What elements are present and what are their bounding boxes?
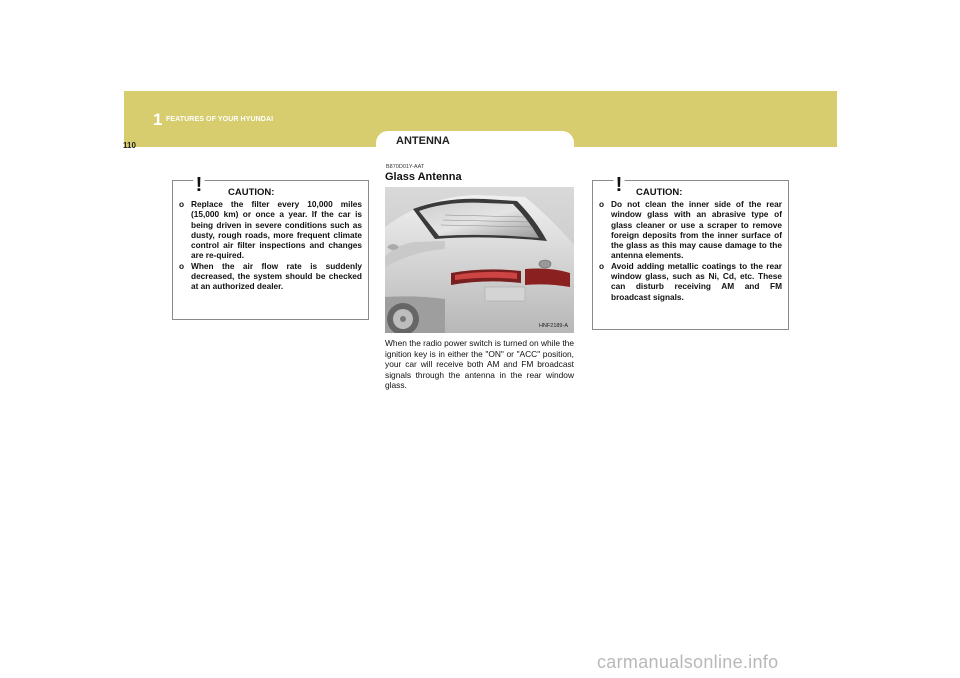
caution-heading: CAUTION: [636, 187, 683, 198]
glass-antenna-heading: Glass Antenna [385, 171, 462, 183]
bullet: o [179, 199, 185, 209]
bullet: o [599, 260, 605, 271]
caution-item-text: Avoid adding metallic coatings to the rear window glass, such as Ni, Cd, etc. These can disturb receiving AM and FM broadcast signals. [611, 260, 782, 302]
watermark: carmanualsonline.info [597, 652, 779, 672]
antenna-description: When the radio power switch is turned on while the ignition key is in either the "ON" or "ACC" position, your car will receive both AM and FM broadcast signals through the antenna in the rear window glass. [385, 338, 575, 391]
caution-item-text: Do not clean the inner side of the rear window glass with an abrasive type of glass cleaner or use a scraper to remove foreign deposits from the inner surface of the glass as this may cause damage to the antenna elements. [611, 199, 782, 261]
caution-box-antenna [592, 174, 789, 330]
chapter-number: 1 [153, 110, 163, 129]
svg-text:!: ! [195, 174, 203, 195]
warning-triangle-icon [185, 171, 213, 195]
car-rear-illustration [385, 187, 574, 333]
caution-heading: CAUTION: [228, 187, 275, 198]
warning-triangle-icon [605, 171, 633, 195]
caution-list [599, 199, 782, 302]
caution-item-text: When the air flow rate is suddenly decreased, the system should be checked at an authorized dealer. [191, 260, 362, 292]
caution-list [179, 199, 362, 292]
caution-box-filter [172, 174, 369, 320]
caution-item [179, 199, 362, 261]
bullet: o [599, 199, 605, 209]
section-code: B870D01Y-AAT [386, 164, 425, 170]
page-number: 110 [123, 141, 136, 150]
photo-code: HNF2189-A [538, 323, 568, 329]
caution-item [599, 261, 782, 302]
bullet: o [179, 260, 185, 271]
caution-item-text: Replace the filter every 10,000 miles (15,000 km) or once a year. If the car is being driven in severe conditions such as dusty, rough roads, more frequent climate control air filter inspections and changes are re-quired. [191, 199, 362, 261]
chapter-title: FEATURES OF YOUR HYUNDAI [166, 116, 274, 123]
car-rear-photo [385, 187, 574, 333]
svg-text:!: ! [615, 174, 623, 195]
caution-item [179, 261, 362, 292]
caution-item [599, 199, 782, 261]
section-title: ANTENNA [396, 135, 450, 147]
